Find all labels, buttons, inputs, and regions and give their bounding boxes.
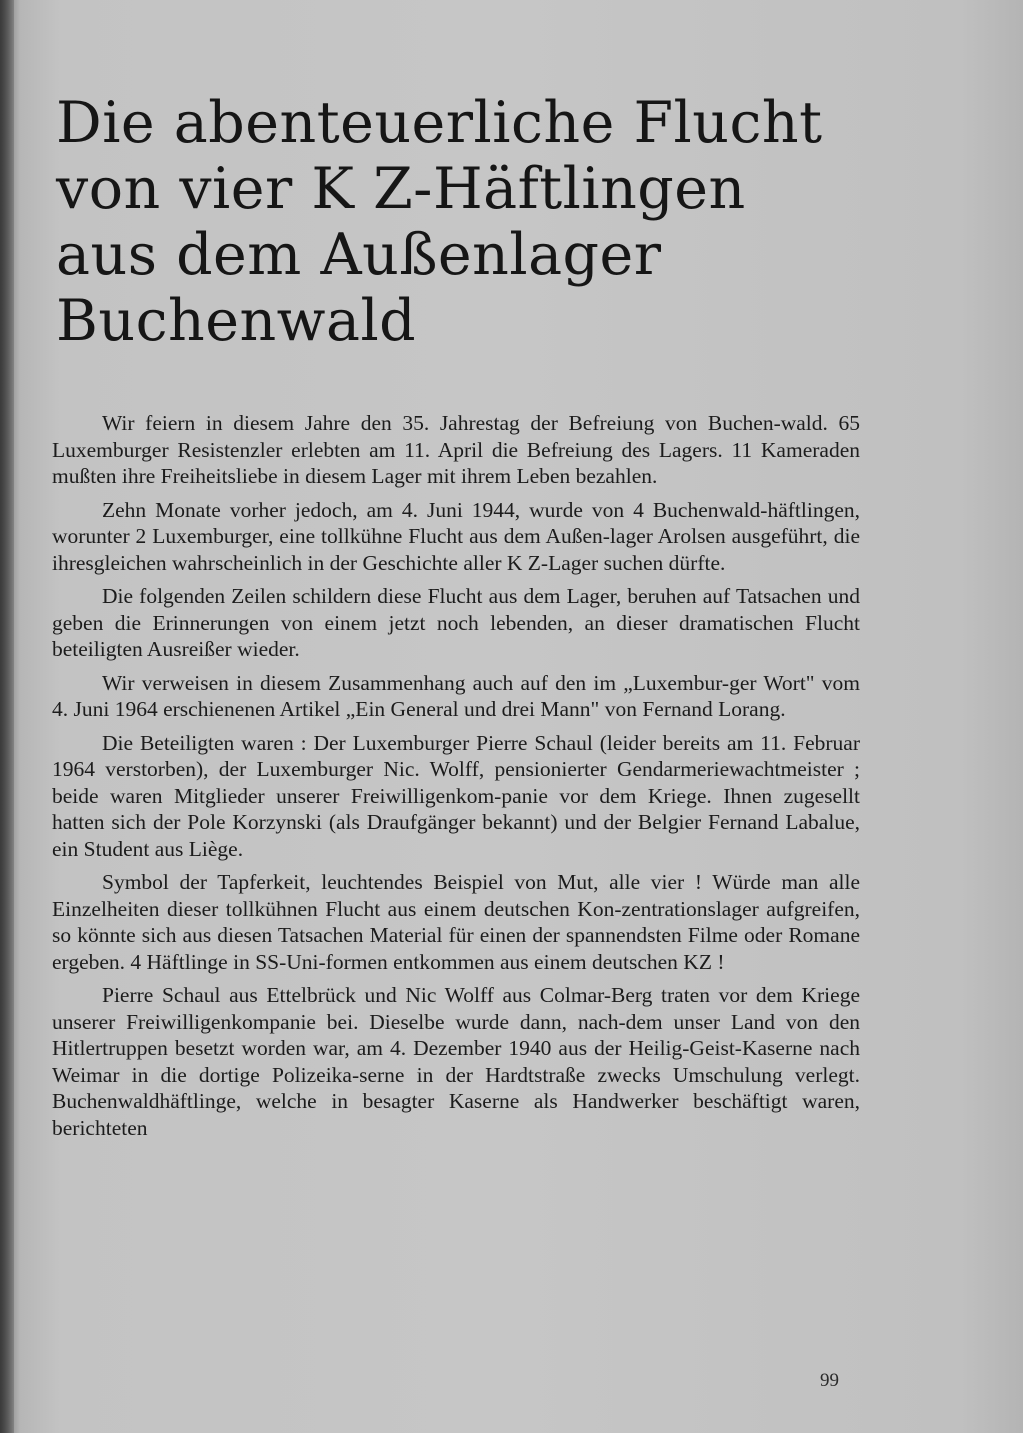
chapter-title [56, 90, 956, 354]
paragraph: Symbol der Tapferkeit, leuchtendes Beispiel von Mut, alle vier ! Würde man alle Einzelheiten dieser tollkühnen Flucht aus einem deutschen Kon-zentrationslager aufgreifen, so könnte sich aus diesen Tatsachen Material für einen der spannendsten Filme oder Romane ergeben. 4 Häftlinge in SS-Uni-formen entkommen aus einem deutschen KZ ! [52, 870, 860, 974]
title-line: Buchenwald [56, 288, 417, 354]
paragraph: Zehn Monate vorher jedoch, am 4. Juni 1944, wurde von 4 Buchenwald-häftlingen, worunter 2 Luxemburger, eine tollkühne Flucht aus dem Außen-lager Arolsen ausgeführt, die ihresgleichen wahrscheinlich in der Geschichte aller K Z-Lager suchen dürfte. [52, 497, 860, 575]
body-text [52, 410, 860, 1148]
paragraph: Die Beteiligten waren : Der Luxemburger Pierre Schaul (leider bereits am 11. Februar 1964 verstorben), der Luxemburger Nic. Wolff, pensionierter Gendarmeriewachtmeister ; beide waren Mitglieder unserer Freiwilligenkom-panie vor dem Kriege. Ihnen zugesellt hatten sich der Pole Korzynski (als Draufgänger bekannt) und der Belgier Fernand Labalue, ein Student aus Liège. [52, 730, 860, 861]
title-line: von vier K Z-Häftlingen [56, 156, 746, 222]
binding-gutter-shadow [0, 0, 14, 1433]
paragraph: Pierre Schaul aus Ettelbrück und Nic Wolff aus Colmar-Berg traten vor dem Kriege unserer Freiwilligenkompanie bei. Dieselbe wurde dann, nach-dem unser Land von den Hitlertruppen besetzt worden war, am 4. Dezember 1940 aus der Heilig-Geist-Kaserne nach Weimar in die dortige Polizeika-serne in der Hardtstraße zwecks Umschulung verlegt. Buchenwaldhäftlinge, welche in besagter Kaserne als Handwerker beschäftigt waren, berichteten [52, 983, 860, 1140]
paragraph: Die folgenden Zeilen schildern diese Flucht aus dem Lager, beruhen auf Tatsachen und geben die Erinnerungen von einem jetzt noch lebenden, an dieser dramatischen Flucht beteiligten Ausreißer wieder. [52, 584, 860, 661]
paragraph: Wir feiern in diesem Jahre den 35. Jahrestag der Befreiung von Buchen-wald. 65 Luxemburger Resistenzler erlebten am 11. April die Befreiung des Lagers. 11 Kameraden mußten ihre Freiheitsliebe in diesem Lager mit ihrem Leben bezahlen. [52, 411, 860, 488]
page-number: 99 [820, 1370, 839, 1391]
title-line: Die abenteuerliche Flucht [56, 90, 823, 156]
paragraph: Wir verweisen in diesem Zusammenhang auch auf den im „Luxembur-ger Wort" vom 4. Juni 1964 erschienenen Artikel „Ein General und drei Mann" von Fernand Lorang. [52, 670, 860, 721]
title-line: aus dem Außenlager [56, 222, 662, 288]
